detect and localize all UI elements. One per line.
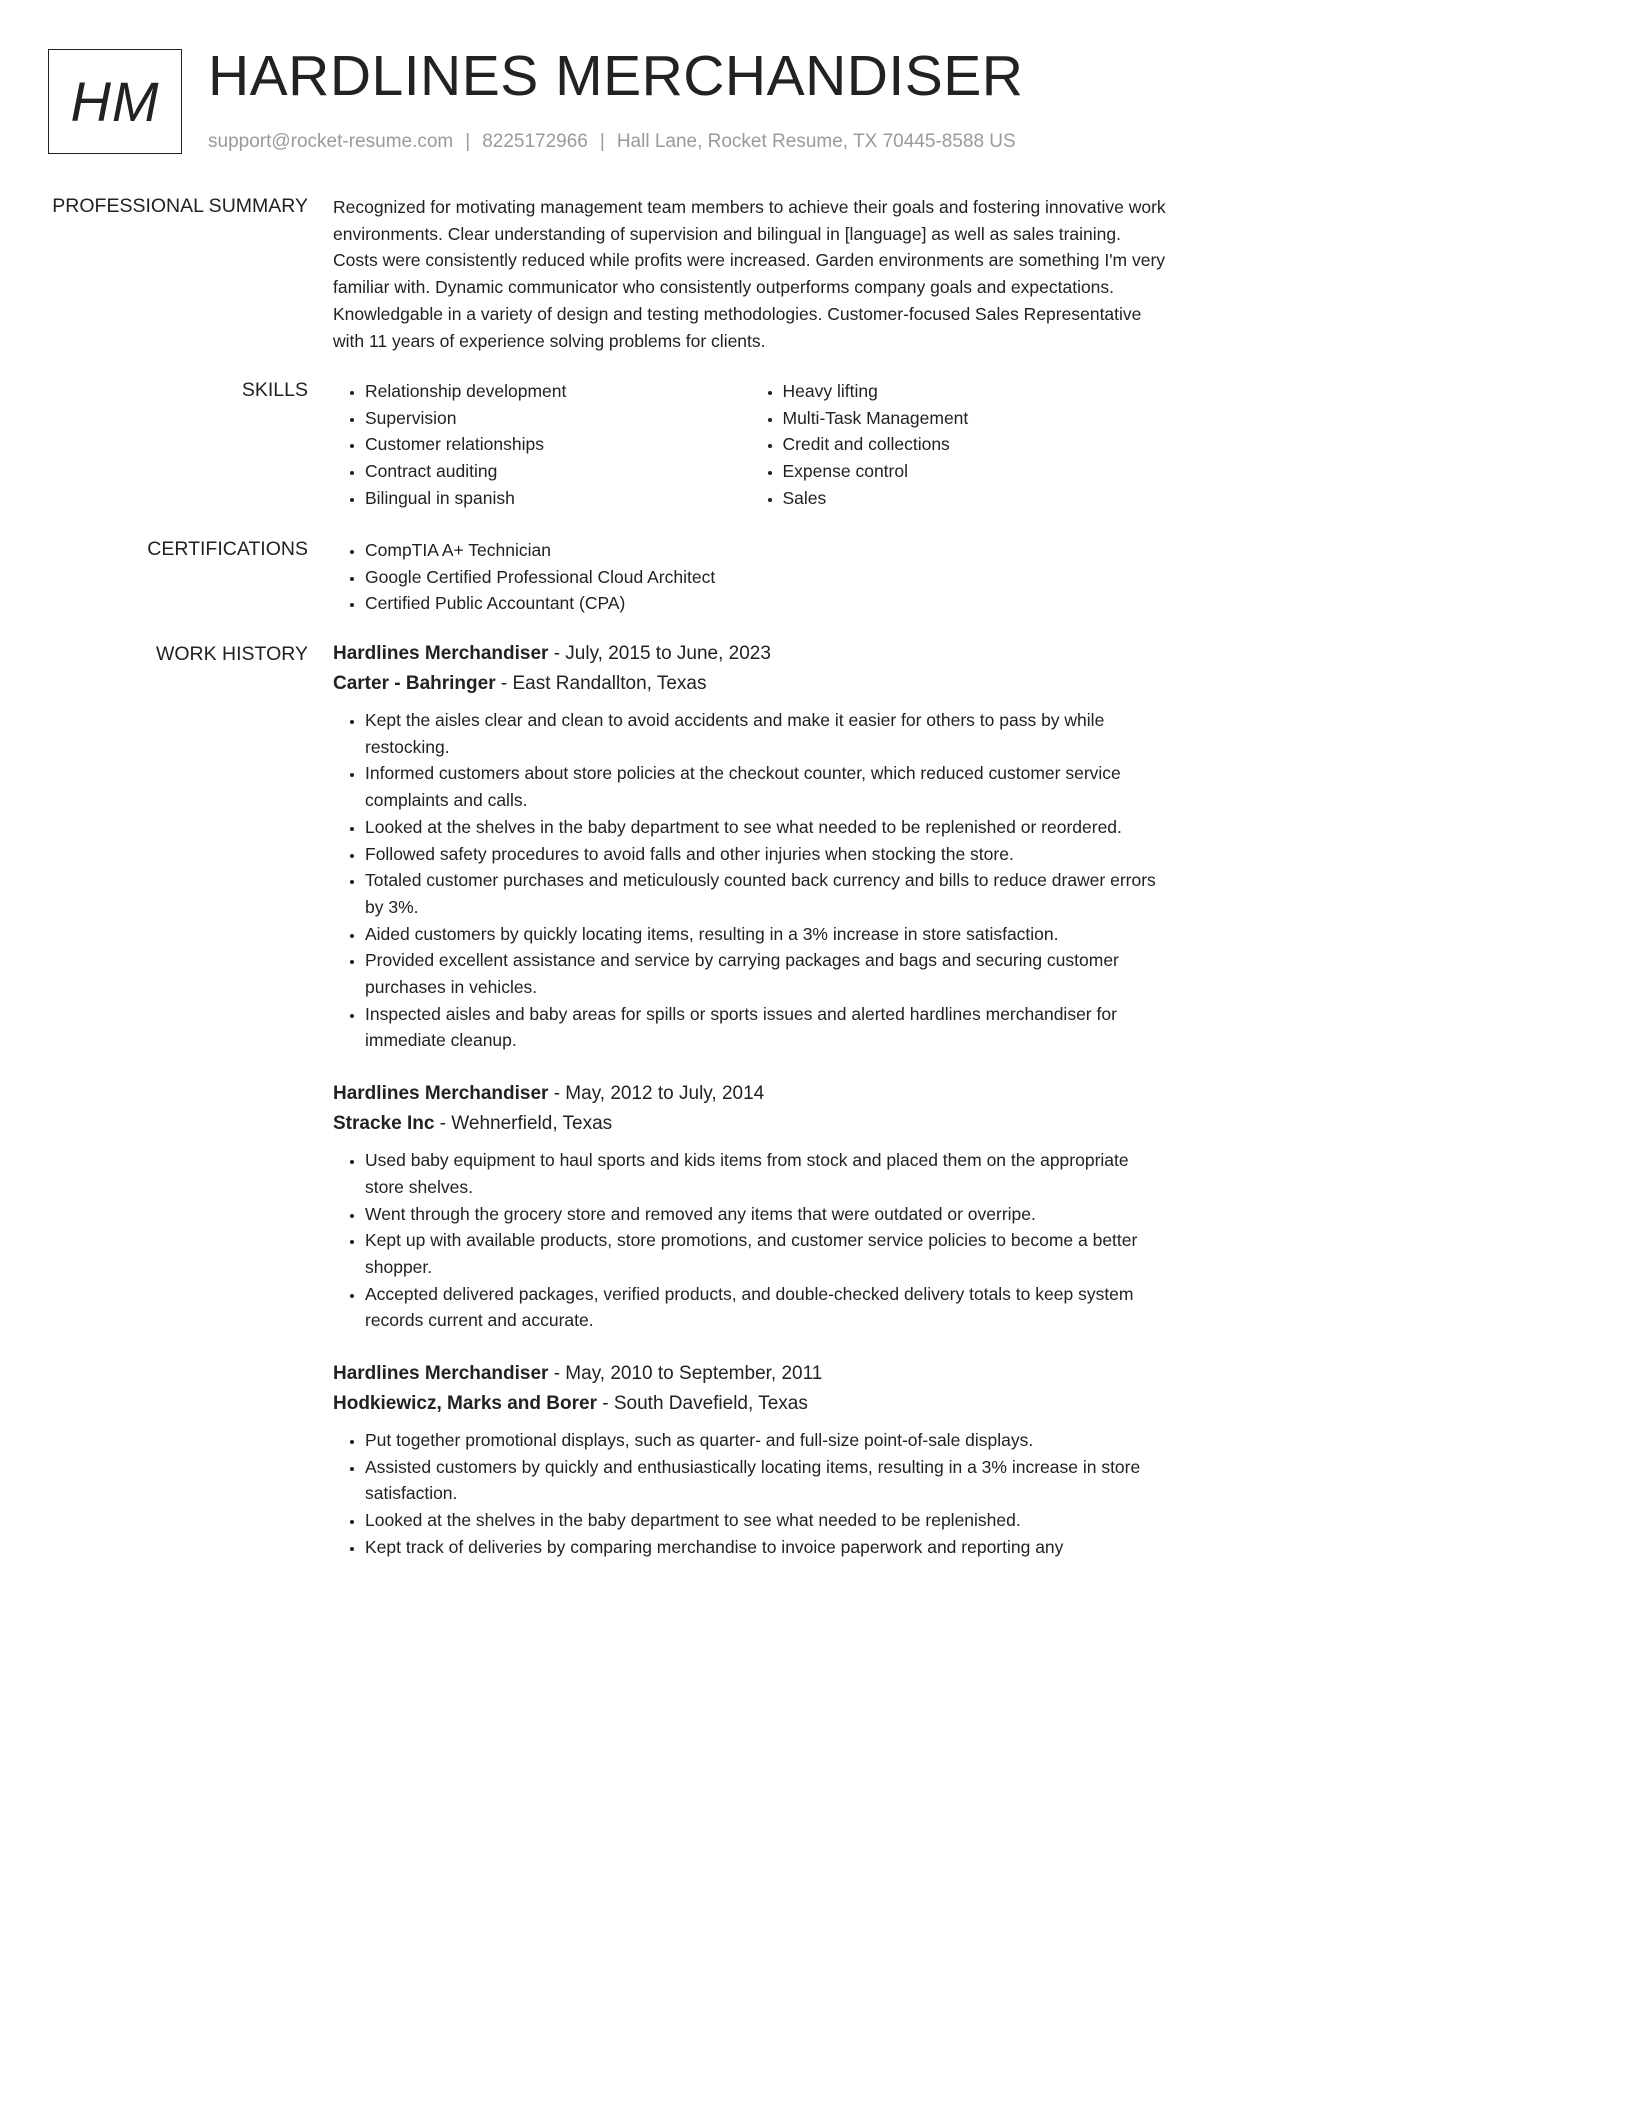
certification-item: • Certified Public Accountant (CPA) (365, 590, 1168, 617)
skill-item: • Supervision (365, 405, 751, 432)
contact-email[interactable]: support@rocket-resume.com (208, 131, 454, 152)
skills-list-right (751, 378, 1169, 512)
job-bullet-list (333, 707, 1168, 1054)
job-dates: - May, 2012 to July, 2014 (548, 1083, 765, 1105)
job-company: Hodkiewicz, Marks and Borer (333, 1393, 597, 1415)
contact-address: Hall Lane, Rocket Resume, TX 70445-8588 US (616, 131, 1016, 152)
job-role: Hardlines Merchandiser (333, 1083, 549, 1105)
contact-separator: | (465, 131, 471, 152)
job-entry (333, 1359, 1168, 1561)
certification-item: • Google Certified Professional Cloud Architect (365, 564, 1168, 591)
skill-item: • Credit and collections (783, 431, 1169, 458)
job-dates: - May, 2010 to September, 2011 (548, 1363, 823, 1385)
summary-paragraph: Recognized for motivating management team members to achieve their goals and fostering innovative work environments. Clear understanding of supervision and bilingual in [language] as well as sales training. Costs were consistently reduced while profits were increased. Garden environments are something I'm very familiar with. Dynamic communicator who consistently outperforms company goals and expectations. Knowledgable in a variety of design and testing methodologies. Customer-focused Sales Representative with 11 years of experience solving problems for clients. (333, 197, 1166, 351)
job-bullet: • Followed safety procedures to avoid falls and other injuries when stocking the store. (365, 841, 1168, 868)
job-bullet: • Kept up with available products, store promotions, and customer service policies to become a better shopper. (365, 1227, 1168, 1280)
contact-phone[interactable]: 8225172966 (482, 131, 588, 152)
job-bullet: • Put together promotional displays, such as quarter- and full-size point-of-sale displays. (365, 1427, 1168, 1454)
job-bullet-list (333, 1147, 1168, 1334)
skill-item: • Expense control (783, 458, 1169, 485)
contact-line (208, 130, 1016, 154)
skills-list-left (333, 378, 751, 512)
skills-body (333, 378, 1168, 512)
skill-item: • Multi-Task Management (783, 405, 1169, 432)
certification-item: • CompTIA A+ Technician (365, 537, 1168, 564)
job-title-line (333, 639, 1168, 669)
job-bullet: • Looked at the shelves in the baby department to see what needed to be replenished or reordered. (365, 814, 1168, 841)
job-bullet: • Aided customers by quickly locating items, resulting in a 3% increase in store satisfaction. (365, 921, 1168, 948)
job-bullet: • Used baby equipment to haul sports and kids items from stock and placed them on the appropriate store shelves. (365, 1147, 1168, 1200)
job-bullet: • Kept the aisles clear and clean to avoid accidents and make it easier for others to pass by while restocking. (365, 707, 1168, 760)
skill-item: • Contract auditing (365, 458, 751, 485)
skill-item: • Sales (783, 485, 1169, 512)
job-bullet: • Inspected aisles and baby areas for spills or sports issues and alerted hardlines merchandiser for immediate cleanup. (365, 1001, 1168, 1054)
job-company: Stracke Inc (333, 1113, 435, 1135)
job-entry (333, 639, 1168, 1054)
monogram-logo (48, 49, 182, 154)
contact-separator: | (599, 131, 605, 152)
job-company-line (333, 1109, 1168, 1139)
certifications-list (333, 537, 1168, 617)
skill-item: • Bilingual in spanish (365, 485, 751, 512)
certifications-body (333, 537, 1168, 617)
job-bullet: • Looked at the shelves in the baby department to see what needed to be replenished. (365, 1507, 1168, 1534)
skill-item: • Heavy lifting (783, 378, 1169, 405)
job-role: Hardlines Merchandiser (333, 643, 549, 664)
job-title-line (333, 1359, 1168, 1389)
skills-heading: SKILLS (241, 379, 308, 401)
summary-body (333, 194, 1168, 354)
summary-heading: PROFESSIONAL SUMMARY (52, 195, 308, 217)
job-location: - South Davefield, Texas (596, 1393, 808, 1415)
job-bullet-list (333, 1427, 1168, 1561)
job-company-line (333, 1389, 1168, 1419)
job-dates: - July, 2015 to June, 2023 (548, 643, 771, 664)
job-bullet: • Kept track of deliveries by comparing merchandise to invoice paperwork and reporting any (365, 1534, 1168, 1561)
job-location: - East Randallton, Texas (495, 673, 707, 694)
resume-name-title: HARDLINES MERCHANDISER (208, 44, 1024, 108)
job-title-line (333, 1079, 1168, 1109)
job-bullet: • Accepted delivered packages, verified products, and double-checked delivery totals to keep system records current and accurate. (365, 1281, 1168, 1334)
job-entry (333, 1079, 1168, 1334)
monogram-text: HM (70, 70, 160, 133)
skill-item: • Relationship development (365, 378, 751, 405)
certifications-heading: CERTIFICATIONS (147, 538, 308, 560)
job-bullet: • Assisted customers by quickly and enthusiastically locating items, resulting in a 3% increase in store satisfaction. (365, 1454, 1168, 1507)
skill-item: • Customer relationships (365, 431, 751, 458)
work-history-body (333, 639, 1168, 1586)
job-bullet: • Informed customers about store policies at the checkout counter, which reduced customer service complaints and calls. (365, 760, 1168, 813)
job-role: Hardlines Merchandiser (333, 1363, 549, 1385)
job-bullet: • Totaled customer purchases and meticulously counted back currency and bills to reduce drawer errors by 3%. (365, 867, 1168, 920)
job-location: - Wehnerfield, Texas (434, 1113, 613, 1135)
job-bullet: • Provided excellent assistance and service by carrying packages and bags and securing customer purchases in vehicles. (365, 947, 1168, 1000)
job-company: Carter - Bahringer (333, 673, 496, 694)
work-history-heading: WORK HISTORY (155, 643, 308, 665)
job-company-line (333, 669, 1168, 699)
job-bullet: • Went through the grocery store and removed any items that were outdated or overripe. (365, 1201, 1168, 1228)
